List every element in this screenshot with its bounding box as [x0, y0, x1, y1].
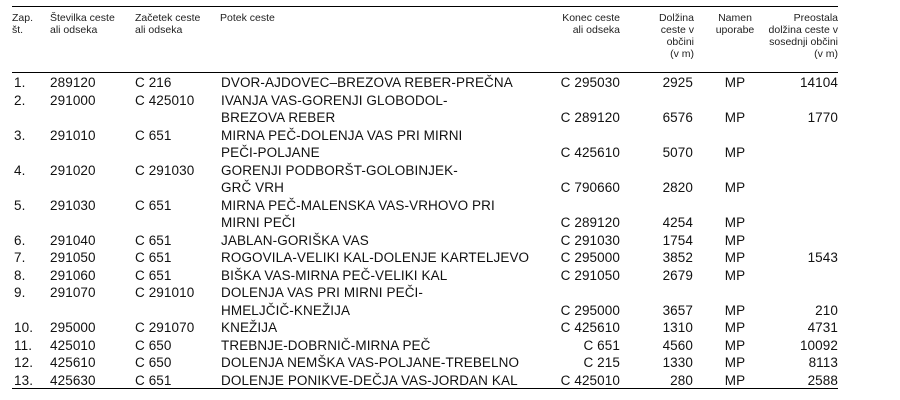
road-length-cell: 3657: [662, 302, 693, 318]
header-number: [50, 12, 115, 36]
row-number-cell: 6.: [14, 232, 26, 248]
header-no-line1: Zap.: [12, 12, 34, 24]
road-start-cell: C 651: [135, 372, 172, 388]
row-number-cell: 9.: [14, 285, 26, 300]
row-number-cell: 13.: [14, 372, 34, 388]
row-number-cell: 5.: [14, 197, 26, 213]
header-route: [220, 12, 275, 24]
road-remaining-cell: 1543: [807, 250, 838, 265]
header-length-line3: občini: [666, 36, 694, 48]
road-route-line: BIŠKA VAS-MIRNA PEČ-VELIKI KAL: [221, 267, 448, 283]
road-start-cell: C 650: [135, 337, 172, 353]
header-remaining-unit: (v m): [814, 48, 838, 60]
road-usage-cell: MP: [724, 75, 746, 90]
road-remaining-cell: 2588: [807, 372, 838, 388]
road-usage-cell: MP: [724, 232, 746, 248]
road-end-cell: C 295030: [560, 75, 620, 90]
header-start-line1: Začetek ceste: [135, 12, 201, 24]
road-route-line: JABLAN-GORIŠKA VAS: [221, 232, 369, 248]
road-remaining-cell: 210: [815, 302, 838, 318]
road-length-cell: 2679: [662, 267, 693, 283]
row-number-cell: 7.: [14, 250, 26, 265]
road-usage-cell: MP: [724, 337, 746, 353]
road-start-cell: C 650: [135, 355, 172, 370]
road-end-cell: C 425010: [560, 372, 620, 388]
road-usage-cell: MP: [724, 320, 746, 335]
road-length-cell: 6576: [662, 110, 693, 125]
road-length-cell: 2925: [662, 75, 693, 90]
header-remaining: [748, 12, 838, 60]
road-end-cell: C 790660: [560, 180, 620, 195]
road-usage-cell: MP: [724, 215, 746, 230]
road-start-cell: C 651: [135, 267, 172, 283]
road-route-line: PEČI-POLJANE: [221, 145, 320, 160]
road-start-cell: C 651: [135, 250, 172, 265]
header-length-line2: ceste v: [660, 24, 694, 36]
road-end-cell: C 425610: [560, 320, 620, 335]
road-length-cell: 3852: [662, 250, 693, 265]
road-number-cell: 291040: [50, 232, 96, 248]
row-number-cell: 4.: [14, 162, 26, 178]
road-usage-cell: MP: [724, 302, 746, 318]
road-route-line: MIRNA PEČ-DOLENJA VAS PRI MIRNI: [221, 127, 463, 143]
header-number-line1: Številka ceste: [50, 12, 115, 24]
road-usage-cell: MP: [724, 372, 746, 388]
road-length-cell: 1330: [662, 355, 693, 370]
road-number-cell: 295000: [50, 320, 96, 335]
header-end-line1: Konec ceste: [562, 12, 620, 24]
header-start: [135, 12, 200, 36]
road-end-cell: C 291030: [560, 232, 620, 248]
road-usage-cell: MP: [724, 355, 746, 370]
road-usage-cell: MP: [724, 267, 746, 283]
header-bottom-rule: [12, 72, 838, 73]
header-end-line2: ali odseka: [572, 24, 620, 36]
road-route-line: GORENJI PODBORŠT-GOLOBINJEK-: [221, 162, 458, 178]
header-length-line1: Dolžina: [658, 12, 694, 24]
road-start-cell: C 216: [135, 75, 172, 90]
road-route-line: DOLENJE PONIKVE-DEČJA VAS-JORDAN KAL: [221, 372, 518, 388]
road-route-line: HMELJČIČ-KNEŽIJA: [221, 302, 351, 318]
header-end: [540, 12, 620, 36]
road-route-line: KNEŽIJA: [221, 320, 278, 335]
row-number-cell: 8.: [14, 267, 26, 283]
road-length-cell: 5070: [662, 145, 693, 160]
road-route-line: TREBNJE-DOBRNIČ-MIRNA PEČ: [221, 337, 431, 353]
road-number-cell: 291020: [50, 162, 96, 178]
road-start-cell: C 651: [135, 232, 172, 248]
road-end-cell: C 295000: [560, 250, 620, 265]
road-length-cell: 1754: [662, 232, 693, 248]
road-number-cell: 289120: [50, 75, 96, 90]
table-bottom-rule: [12, 388, 838, 389]
header-no: [12, 12, 33, 36]
header-usage-line1: Namen: [718, 12, 752, 24]
row-number-cell: 10.: [14, 320, 34, 335]
road-start-cell: C 651: [135, 127, 172, 143]
road-number-cell: 291030: [50, 197, 96, 213]
road-end-cell: C 289120: [560, 215, 620, 230]
road-route-line: ROGOVILA-VELIKI KAL-DOLENJE KARTELJEVO: [221, 250, 530, 265]
road-start-cell: C 651: [135, 197, 172, 213]
header-number-line2: ali odseka: [50, 24, 98, 36]
road-route-line: DVOR-AJDOVEC–BREZOVA REBER-PREČNA: [221, 75, 513, 90]
road-start-cell: C 425010: [135, 92, 195, 108]
road-number-cell: 291000: [50, 92, 96, 108]
road-length-cell: 4254: [662, 215, 693, 230]
road-number-cell: 291010: [50, 127, 96, 143]
row-number-cell: 11.: [14, 337, 33, 353]
road-end-cell: C 291050: [560, 267, 620, 283]
road-start-cell: C 291030: [135, 162, 195, 178]
road-route-line: MIRNI PEČI: [221, 215, 296, 230]
road-number-cell: 291050: [50, 250, 96, 265]
road-usage-cell: MP: [724, 110, 746, 125]
road-route-line: BREZOVA REBER: [221, 110, 336, 125]
table-top-rule: [12, 6, 838, 7]
header-remaining-line2: dolžina ceste v: [768, 24, 838, 36]
road-usage-cell: MP: [724, 180, 746, 195]
road-remaining-cell: 8113: [808, 355, 838, 370]
road-length-cell: 1310: [662, 320, 693, 335]
row-number-cell: 1.: [14, 75, 26, 90]
road-route-line: DOLENJA VAS PRI MIRNI PEČI-: [221, 285, 423, 300]
road-end-cell: C 425610: [560, 145, 620, 160]
road-length-cell: 280: [670, 372, 693, 388]
header-start-line2: ali odseka: [135, 24, 183, 36]
road-number-cell: 291060: [50, 267, 96, 283]
header-length-unit: (v m): [670, 48, 694, 60]
road-length-cell: 4560: [662, 337, 693, 353]
road-remaining-cell: 1770: [807, 110, 838, 125]
road-remaining-cell: 14104: [799, 75, 838, 90]
road-route-line: MIRNA PEČ-MALENSKA VAS-VRHOVO PRI: [221, 197, 495, 213]
header-route-line1: Potek ceste: [220, 12, 275, 24]
road-number-cell: 291070: [50, 285, 96, 300]
road-start-cell: C 291010: [135, 285, 195, 300]
road-end-cell: C 215: [583, 355, 620, 370]
header-remaining-line1: Preostala: [793, 12, 838, 24]
road-route-line: DOLENJA NEMŠKA VAS-POLJANE-TREBELNO: [221, 355, 520, 370]
road-end-cell: C 295000: [560, 302, 620, 318]
road-remaining-cell: 10092: [799, 337, 838, 353]
header-length: [630, 12, 694, 60]
road-number-cell: 425610: [50, 355, 96, 370]
row-number-cell: 2.: [14, 92, 26, 108]
road-route-line: IVANJA VAS-GORENJI GLOBODOL-: [221, 92, 448, 108]
road-start-cell: C 291070: [135, 320, 195, 335]
road-number-cell: 425010: [50, 337, 96, 353]
header-no-line2: št.: [12, 24, 24, 36]
header-usage-line2: uporabe: [715, 24, 755, 36]
header-remaining-line3: sosednji občini: [769, 36, 838, 48]
road-usage-cell: MP: [724, 250, 746, 265]
road-end-cell: C 289120: [560, 110, 620, 125]
road-number-cell: 425630: [50, 372, 96, 388]
road-length-cell: 2820: [662, 180, 693, 195]
road-remaining-cell: 4731: [807, 320, 838, 335]
road-usage-cell: MP: [724, 145, 746, 160]
row-number-cell: 12.: [14, 355, 34, 370]
row-number-cell: 3.: [14, 127, 26, 143]
road-route-line: GRČ VRH: [221, 180, 284, 195]
road-end-cell: C 651: [583, 337, 620, 353]
